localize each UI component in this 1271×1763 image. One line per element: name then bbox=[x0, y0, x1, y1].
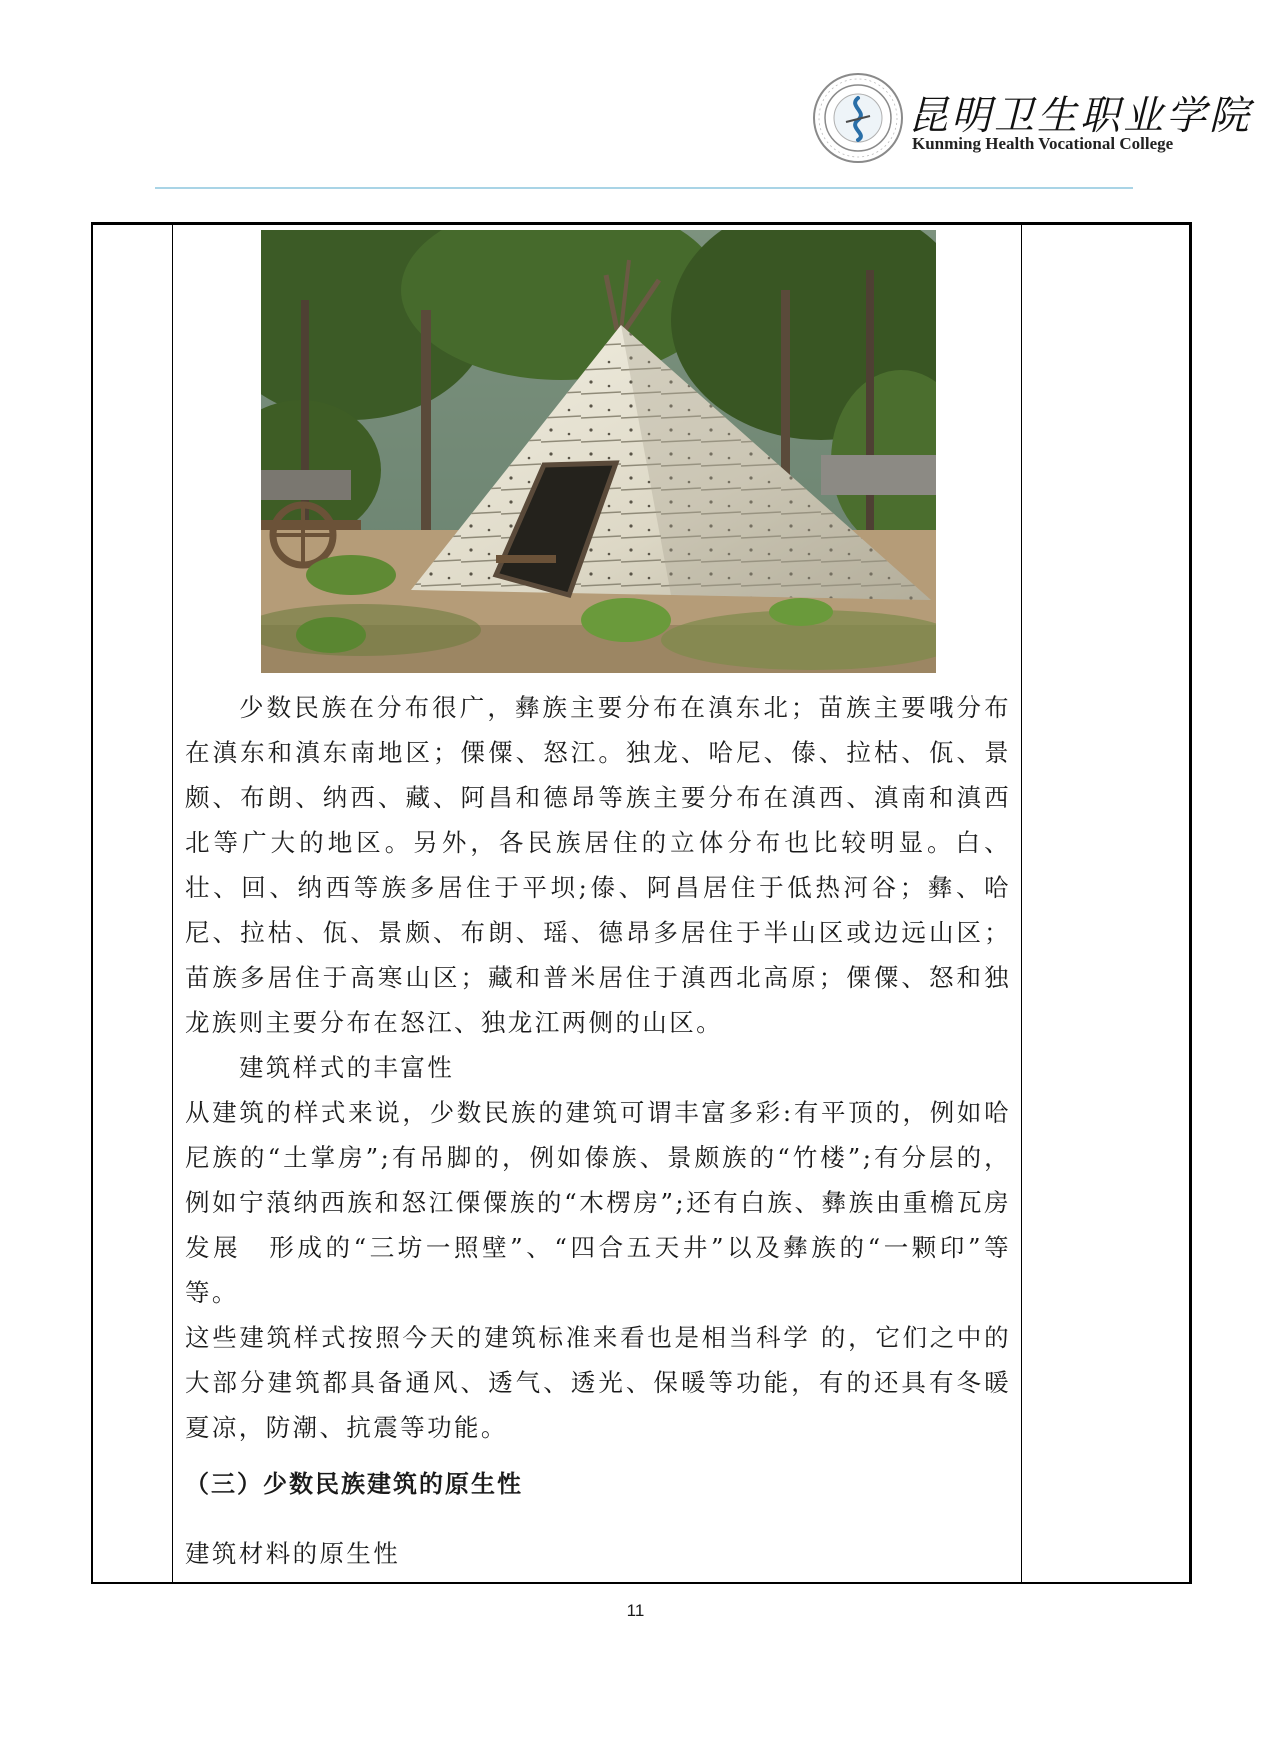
heading-architectural-style: 建筑样式的丰富性 bbox=[239, 1053, 455, 1082]
page-header bbox=[0, 0, 1271, 200]
header-divider bbox=[155, 187, 1133, 189]
college-name-cn: 昆明卫生职业学院 bbox=[908, 93, 1252, 139]
college-name-en: Kunming Health Vocational College bbox=[912, 134, 1174, 153]
page-number: 11 bbox=[626, 1601, 645, 1620]
paragraph-architectural-styles: 从建筑的样式来说，少数民族的建筑可谓丰富多彩:有平顶的，例如哈尼族的“土掌房”;有吊脚的，例如傣族、景颇族的“竹楼”;有分层的，例如宁蒗纳西族和怒江傈僳族的“木楞房”;还有白族、彝族由重檐瓦房 发展 形成的“三坊一照壁”、“四合五天井”以及彝族的“一颗印”等等。 bbox=[185, 1098, 1038, 1307]
section-title: （三）少数民族建筑的原生性 bbox=[185, 1470, 523, 1498]
subheading-materials: 建筑材料的原生性 bbox=[185, 1539, 401, 1568]
teepee-photo bbox=[261, 230, 936, 673]
table-column-divider-right bbox=[1021, 225, 1022, 1582]
paragraph-scientific-function: 这些建筑样式按照今天的建筑标准来看也是相当科学 的，它们之中的大部分建筑都具备通风、透气、透光、保暖等功能，有的还具有冬暖夏凉，防潮、抗震等功能。 bbox=[185, 1323, 1011, 1442]
college-seal-icon bbox=[812, 72, 904, 164]
table-content-cell bbox=[185, 230, 1038, 1576]
table-column-divider-left bbox=[172, 225, 173, 1582]
paragraph-distribution: 少数民族在分布很广，彝族主要分布在滇东北；苗族主要哦分布在滇东和滇东南地区；傈僳、怒江。独龙、哈尼、傣、拉枯、佤、景颇、布朗、纳西、藏、阿昌和德昂等族主要分布在滇西、滇南和滇西北等广大的地区。另外，各民族居住的立体分布也比较明显。白、壮、回、纳西等族多居住于平坝;傣、阿昌居住于低热河谷；彝、哈尼、拉枯、佤、景颇、布朗、瑶、德昂多居住于半山区或边远山区；苗族多居住于高寒山区；藏和普米居住于滇西北高原；傈僳、怒和独龙族则主要分布在怒江、独龙江两侧的山区。 bbox=[185, 693, 1011, 1037]
